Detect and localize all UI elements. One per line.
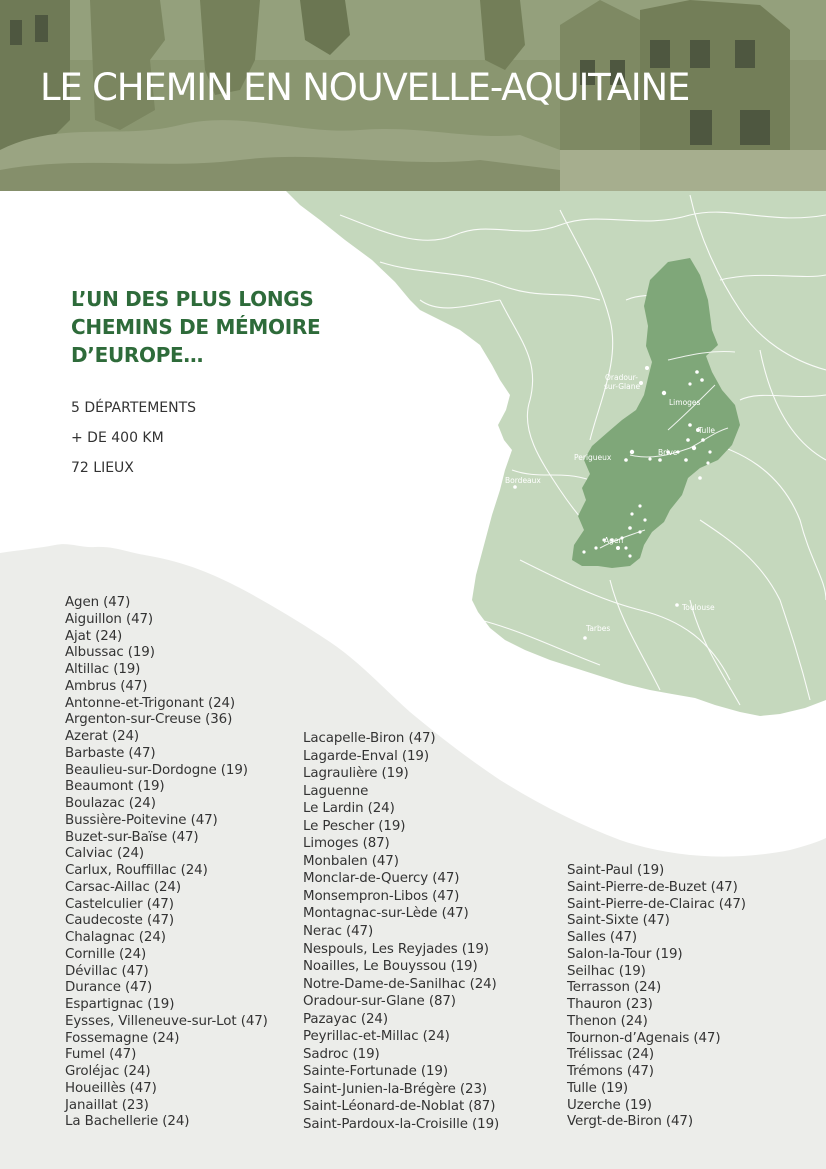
place-item: Espartignac (19) [65, 997, 175, 1012]
place-item: Monsempron-Libos (47) [303, 888, 460, 904]
place-item: Houeillès (47) [65, 1080, 157, 1096]
place-item: Le Lardin (24) [303, 801, 395, 817]
place-item: Monclar-de-Quercy (47) [303, 871, 460, 887]
place-item: Trélissac (24) [567, 1047, 654, 1063]
label-agen: Agen [604, 536, 624, 545]
place-item: Lagarde-Enval (19) [303, 748, 429, 764]
stat-distance: + DE 400 KM [71, 430, 164, 446]
stat-departements: 5 DÉPARTEMENTS [71, 400, 197, 416]
place-item: Limoges (87) [303, 836, 390, 852]
place-item: Saint-Léonard-de-Noblat (87) [303, 1099, 496, 1115]
label-bordeaux: Bordeaux [505, 476, 541, 485]
places-column-1 [65, 595, 268, 1131]
place-item: Thenon (24) [567, 1013, 648, 1029]
place-item: Peyrillac-et-Millac (24) [303, 1029, 450, 1045]
place-item: Laguenne [303, 783, 369, 799]
label-tulle: Tulle [698, 426, 715, 435]
place-item: Altillac (19) [65, 662, 141, 677]
place-item: Le Pescher (19) [303, 818, 406, 834]
place-item: Argenton-sur-Creuse (36) [65, 712, 233, 728]
key-figures [71, 397, 196, 487]
place-item: Pazayac (24) [303, 1011, 388, 1027]
place-item: Saint-Pierre-de-Buzet (47) [567, 879, 738, 895]
headline-line: L’UN DES PLUS LONGS [71, 287, 314, 311]
place-item: Durance (47) [65, 980, 153, 996]
place-item: Saint-Pardoux-la-Croisille (19) [303, 1117, 500, 1133]
place-item: Cornille (24) [65, 946, 147, 962]
place-item: Salon-la-Tour (19) [567, 946, 683, 962]
place-item: Carsac-Aillac (24) [65, 879, 181, 895]
place-item: Castelculier (47) [65, 896, 174, 912]
place-item: Fumel (47) [65, 1047, 137, 1063]
place-item: Saint-Pierre-de-Clairac (47) [567, 896, 746, 912]
page-title: LE CHEMIN EN NOUVELLE-AQUITAINE [40, 66, 690, 109]
headline-line: D’EUROPE… [71, 343, 204, 367]
place-item: Salles (47) [567, 930, 638, 945]
place-item: Janaillat (23) [65, 1097, 149, 1113]
place-item: Saint-Junien-la-Brégère (23) [303, 1081, 487, 1097]
region-boundaries [340, 195, 826, 705]
intro-headline [71, 285, 371, 369]
place-item: Barbaste (47) [65, 745, 156, 761]
place-item: Ajat (24) [65, 628, 123, 644]
place-item: Carlux, Rouffillac (24) [65, 863, 208, 878]
label-limoges: Limoges [669, 398, 701, 407]
label-oradour-2: sur-Glane [604, 382, 641, 391]
place-item: Noailles, Le Bouyssou (19) [303, 959, 478, 975]
label-oradour: Oradour- [605, 373, 638, 382]
stat-places: 72 LIEUX [71, 460, 134, 476]
place-item: Eysses, Villeneuve-sur-Lot (47) [65, 1013, 268, 1029]
place-item: Azerat (24) [65, 729, 140, 744]
place-item: Sainte-Fortunade (19) [303, 1064, 448, 1080]
place-item: Dévillac (47) [65, 963, 149, 979]
place-item: Monbalen (47) [303, 853, 399, 869]
place-item: Boulazac (24) [65, 796, 156, 811]
place-item: Trémons (47) [567, 1064, 654, 1079]
place-item: Antonne-et-Trigonant (24) [65, 695, 236, 711]
place-item: Calviac (24) [65, 846, 145, 862]
place-item: Oradour-sur-Glane (87) [303, 994, 456, 1010]
place-item: Nespouls, Les Reyjades (19) [303, 941, 489, 957]
label-tarbes: Tarbes [586, 624, 611, 633]
place-item: Fossemagne (24) [65, 1030, 180, 1046]
place-item: Saint-Paul (19) [567, 863, 665, 878]
label-perigueux: Perigueux [574, 453, 612, 462]
place-item: Sadroc (19) [303, 1046, 380, 1062]
place-item: Tournon-d’Agenais (47) [567, 1030, 721, 1046]
place-item: Groléjac (24) [65, 1064, 151, 1079]
label-toulouse: Toulouse [682, 603, 715, 612]
place-item: Thauron (23) [567, 997, 653, 1012]
place-item: Tulle (19) [567, 1080, 629, 1096]
place-item: Chalagnac (24) [65, 930, 166, 945]
place-item: Montagnac-sur-Lède (47) [303, 906, 469, 922]
place-item: La Bachellerie (24) [65, 1114, 190, 1130]
place-item: Aiguillon (47) [65, 611, 154, 627]
place-item: Lacapelle-Biron (47) [303, 731, 436, 746]
place-item: Bussière-Poitevine (47) [65, 812, 218, 828]
place-item: Ambrus (47) [65, 678, 148, 694]
headline-line: CHEMINS DE MÉMOIRE [71, 315, 321, 339]
place-item: Beaulieu-sur-Dordogne (19) [65, 762, 248, 778]
place-item: Uzerche (19) [567, 1097, 652, 1113]
place-item: Nerac (47) [303, 924, 374, 940]
place-item: Caudecoste (47) [65, 913, 175, 929]
place-item: Notre-Dame-de-Sanilhac (24) [303, 976, 497, 992]
place-item: Vergt-de-Biron (47) [567, 1114, 693, 1130]
place-item: Lagraulière (19) [303, 766, 409, 782]
label-brive: Brive [658, 448, 678, 457]
place-item: Saint-Sixte (47) [567, 913, 670, 929]
place-item: Buzet-sur-Baïse (47) [65, 829, 199, 845]
places-column-2 [303, 730, 499, 1134]
place-item: Beaumont (19) [65, 779, 165, 795]
places-column-3 [567, 863, 746, 1131]
header-banner [0, 0, 826, 191]
place-item: Terrasson (24) [567, 980, 662, 996]
place-item: Albussac (19) [65, 645, 155, 661]
place-item: Agen (47) [65, 595, 131, 610]
place-item: Seilhac (19) [567, 963, 646, 979]
highlighted-region [572, 258, 740, 568]
